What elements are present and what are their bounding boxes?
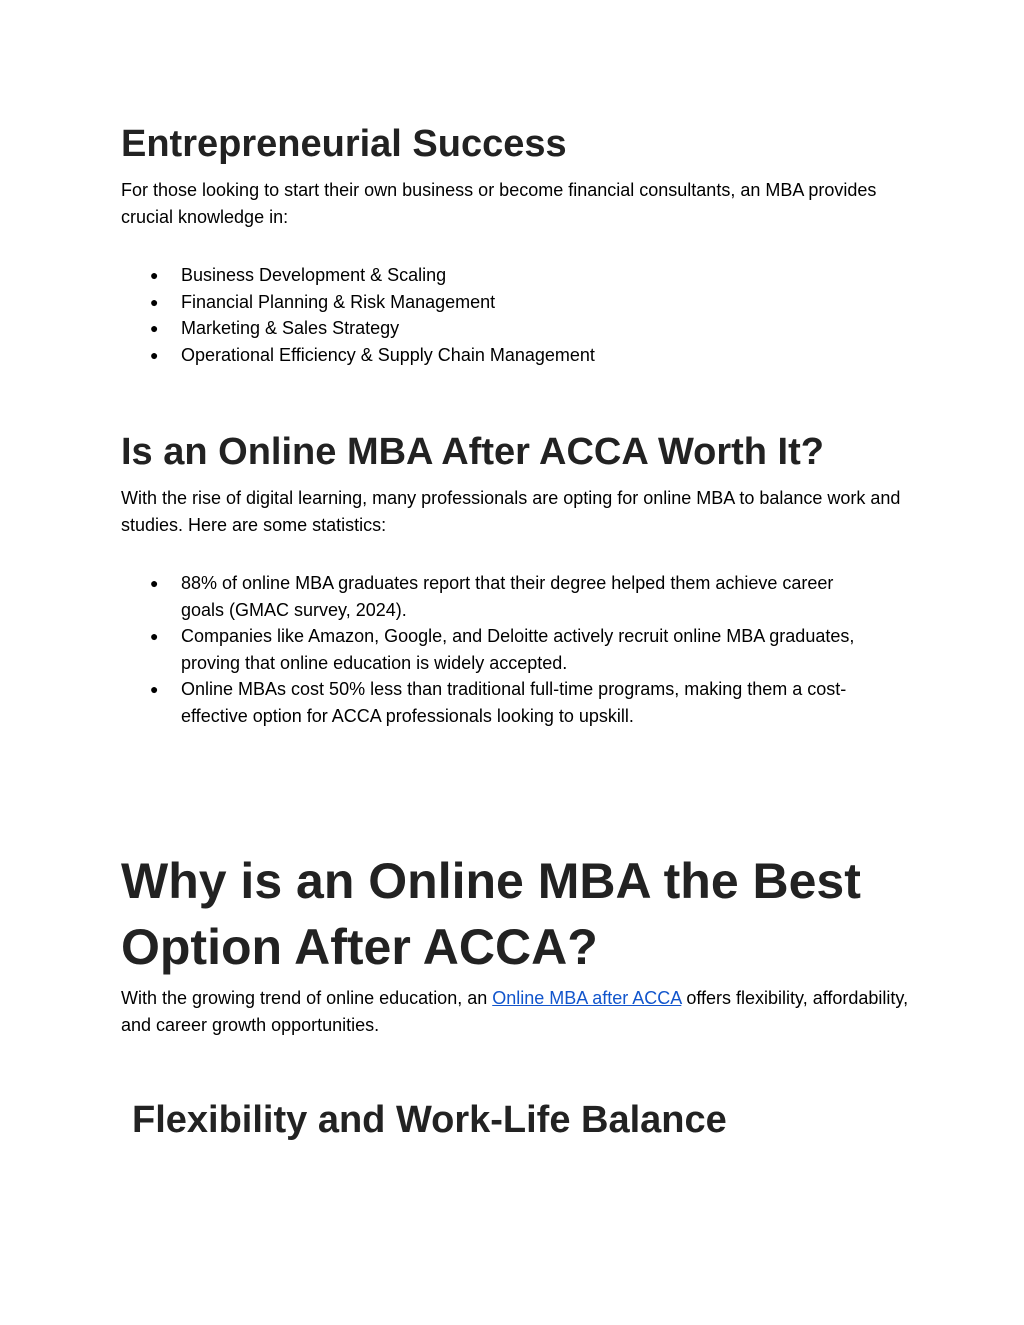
list-item: ● Operational Efficiency & Supply Chain Management (121, 342, 901, 369)
bullet-icon: ● (150, 346, 159, 363)
section-heading-why-best-option: Why is an Online MBA the Best Option After ACCA? (121, 853, 861, 975)
list-item: ● Business Development & Scaling (121, 262, 901, 289)
list-item: ● Marketing & Sales Strategy (121, 315, 901, 342)
list-item: ● Financial Planning & Risk Management (121, 289, 901, 316)
section-intro-worth-it: With the rise of digital learning, many professionals are opting for online MBA to balance work and studies. Here are some statistics: (121, 488, 901, 535)
list-item: ● Companies like Amazon, Google, and Deloitte actively recruit online MBA graduates, proving that online education is widely accepted. (121, 623, 881, 676)
section-heading-flexibility: Flexibility and Work-Life Balance (132, 1099, 727, 1141)
bullet-icon: ● (150, 628, 159, 644)
section-heading-worth-it: Is an Online MBA After ACCA Worth It? (121, 431, 824, 473)
bullet-icon: ● (150, 575, 159, 591)
section-heading-entrepreneurial-success: Entrepreneurial Success (121, 123, 567, 165)
section-intro-entrepreneurial: For those looking to start their own business or become financial consultants, an MBA provides crucial knowledge in: (121, 180, 877, 227)
bullet-icon: ● (150, 320, 159, 336)
bullet-icon: ● (150, 267, 159, 283)
bullet-icon: ● (150, 293, 159, 310)
entrepreneurial-list (121, 262, 901, 368)
bullet-icon: ● (150, 681, 159, 697)
section-intro-why-best: With the growing trend of online education, an Online MBA after ACCA offers flexibility, affordability, and career growth opportunities. (121, 988, 909, 1035)
list-item: ● Online MBAs cost 50% less than traditional full-time programs, making them a cost-effective option for ACCA professionals looking to upskill. (121, 676, 881, 729)
online-mba-after-acca-link[interactable]: Online MBA after ACCA (492, 988, 682, 1008)
statistics-list (121, 570, 881, 729)
list-item: ● 88% of online MBA graduates report that their degree helped them achieve career goals (GMAC survey, 2024). (121, 570, 881, 623)
